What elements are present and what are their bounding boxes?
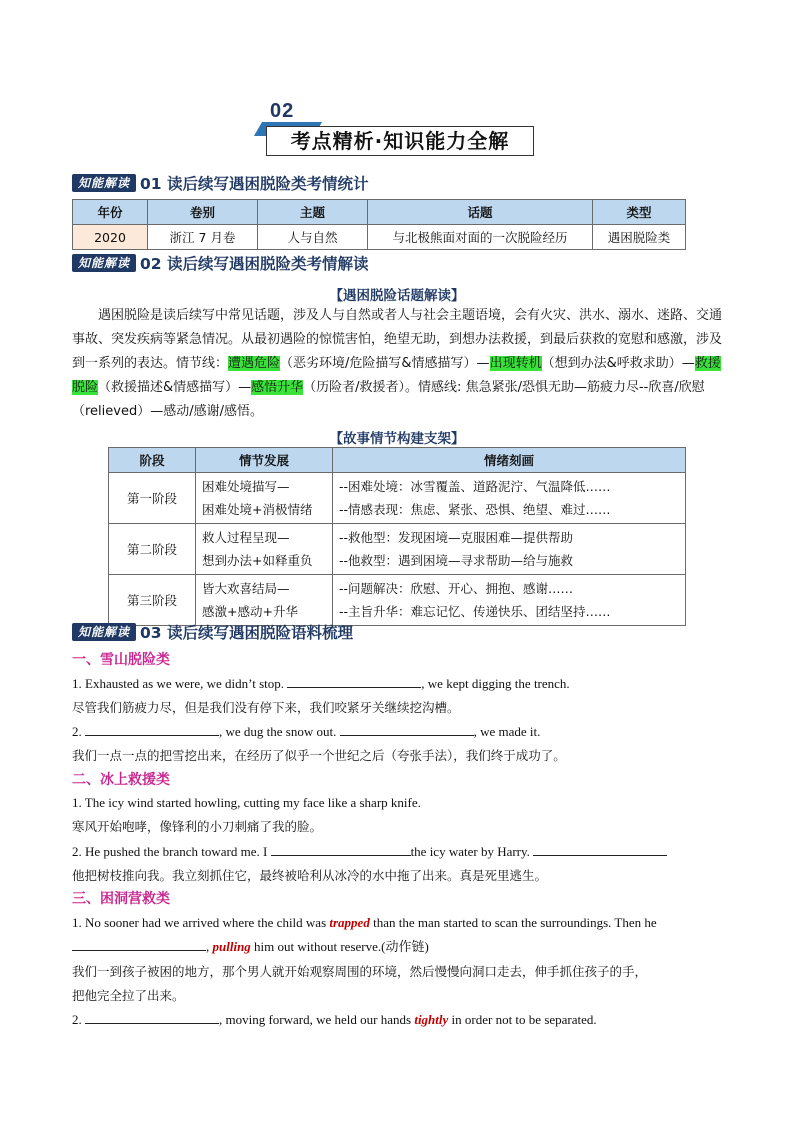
table-cell: 2020	[73, 225, 148, 250]
col-header: 主题	[258, 200, 368, 225]
sentence-text: ,	[206, 939, 210, 954]
topic-paragraph	[72, 304, 724, 424]
plot-structure-table	[108, 447, 686, 626]
col-header: 年份	[73, 200, 148, 225]
section-title: 03 读后续写遇困脱险语料梳理	[140, 624, 353, 642]
table-cell: 与北极熊面对面的一次脱险经历	[368, 225, 593, 250]
exam-stats-table	[72, 199, 686, 250]
cell-line: 想到办法+如释重负	[202, 553, 313, 568]
col-header: 情节发展	[196, 448, 333, 473]
cell-line: 感激+感动+升华	[202, 604, 298, 619]
translation-line: 我们一到孩子被困的地方，那个男人就开始观察周围的环境，然后慢慢向洞口走去，伸手抓住孩子的手，	[72, 964, 648, 979]
section-heading-2	[72, 252, 368, 274]
emotion-cell	[333, 524, 686, 575]
stage-cell: 第三阶段	[109, 575, 196, 626]
section-tag: 知能解读	[72, 254, 136, 272]
exercise-line: 1. The icy wind started howling, cutting my face like a sharp knife.	[72, 795, 421, 810]
keyword: tightly	[414, 1012, 449, 1027]
section-title: 02 读后续写遇困脱险类考情解读	[140, 255, 369, 273]
answer-blank[interactable]	[85, 1011, 219, 1024]
keyword: pulling	[212, 939, 251, 954]
paragraph-text: （想到办法&呼救求助）—	[541, 356, 695, 371]
highlight-sublimation: 感悟升华	[251, 380, 304, 395]
plot-cell	[196, 473, 333, 524]
paragraph-text: 遇困脱险是读后续写中常见话题，涉及人与自然或者人与社会主题语境，会有火灾、洪水、溺水、迷路、交通事故、突发疾病等紧急情况。从最初遇险的惊慌害怕，绝望无助，到想办法救援，到最后获救的宽慰和感激，涉及到一系列的表达。情节线：	[72, 308, 723, 371]
translation-line: 寒风开始咆哮，像锋利的小刀刺痛了我的脸。	[72, 819, 323, 834]
plot-title: 【故事情节构建支架】	[329, 431, 465, 447]
cell-line: --救他型：发现困境—克服困难—提供帮助	[339, 530, 574, 545]
exercise-line	[72, 721, 540, 743]
sentence-text: , moving forward, we held our hands	[219, 1012, 412, 1027]
highlight-rescue: 救援脱险	[72, 356, 721, 395]
category-heading-1: 一、雪山脱险类	[72, 652, 170, 668]
cell-line: --困难处境：冰雪覆盖、道路泥泞、气温降低……	[339, 479, 611, 494]
category-heading-2: 二、冰上救援类	[72, 772, 170, 788]
sentence-text: the icy water by Harry.	[410, 844, 530, 859]
highlight-turning-point: 出现转机	[489, 356, 542, 371]
highlight-danger: 遭遇危险	[228, 356, 281, 371]
cell-line: --主旨升华：难忘记忆、传递快乐、团结坚持……	[339, 604, 611, 619]
sentence-text: 2.	[72, 724, 82, 739]
section-heading-1	[72, 172, 368, 194]
table-cell: 遇困脱险类	[593, 225, 686, 250]
exercise-line	[72, 841, 667, 863]
exercise-line	[72, 1009, 597, 1031]
sentence-text: 1. No sooner had we arrived where the child was	[72, 915, 327, 930]
emotion-cell	[333, 473, 686, 524]
table-row	[109, 473, 686, 524]
cell-line: 困难处境+消极情绪	[202, 502, 313, 517]
sentence-text: , we kept digging the trench.	[421, 676, 570, 691]
cell-line: 皆大欢喜结局—	[202, 581, 290, 596]
table-row	[109, 524, 686, 575]
translation-line: 把他完全拉了出来。	[72, 988, 185, 1003]
paragraph-text: （历险者/救援者）。情感线: 焦急紧张/恐惧无助—筋疲力尽--欣喜/欣慰（relieved）—感动/感谢/感悟。	[72, 380, 705, 419]
banner-number: 02	[270, 100, 295, 122]
col-header: 话题	[368, 200, 593, 225]
table-row	[109, 575, 686, 626]
exercise-line	[72, 936, 429, 958]
sentence-text: , we dug the snow out.	[219, 724, 337, 739]
cell-line: --他救型：遇到困境—寻求帮助—给与施救	[339, 553, 574, 568]
sentence-text: him out without reserve.(动作链)	[254, 939, 429, 954]
keyword: trapped	[329, 915, 370, 930]
stage-cell: 第一阶段	[109, 473, 196, 524]
sentence-text: , we made it.	[473, 724, 541, 739]
answer-blank[interactable]	[340, 723, 474, 736]
exercise-line	[72, 912, 657, 934]
col-header: 情绪刻画	[333, 448, 686, 473]
section-title: 01 读后续写遇困脱险类考情统计	[140, 175, 369, 193]
section-heading-3	[72, 621, 353, 643]
translation-line: 我们一点一点的把雪挖出来，在经历了似乎一个世纪之后（夸张手法），我们终于成功了。	[72, 748, 566, 763]
section-tag: 知能解读	[72, 623, 136, 641]
topic-title: 【遇困脱险话题解读】	[329, 288, 465, 304]
plot-cell	[196, 575, 333, 626]
answer-blank[interactable]	[85, 723, 219, 736]
table-header-row	[109, 448, 686, 473]
sentence-text: in order not to be separated.	[451, 1012, 597, 1027]
table-cell: 人与自然	[258, 225, 368, 250]
cell-line: 救人过程呈现—	[202, 530, 290, 545]
translation-line: 他把树枝推向我。我立刻抓住它，最终被哈利从冰冷的水中拖了出来。真是死里逃生。	[72, 868, 548, 883]
emotion-cell	[333, 575, 686, 626]
table-row	[73, 225, 686, 250]
paragraph-text: （救援描述&情感描写）—	[98, 380, 252, 395]
exercise-line	[72, 673, 570, 695]
paragraph-text: （恶劣环境/危险描写&情感描写）—	[280, 356, 490, 371]
cell-line: --问题解决：欣慰、开心、拥抱、感谢……	[339, 581, 574, 596]
sentence-text: 1. Exhausted as we were, we didn’t stop.	[72, 676, 285, 691]
col-header: 阶段	[109, 448, 196, 473]
cell-line: 困难处境描写—	[202, 479, 290, 494]
answer-blank[interactable]	[287, 675, 421, 688]
answer-blank[interactable]	[533, 843, 667, 856]
table-cell: 浙江 7 月卷	[148, 225, 258, 250]
sentence-text: 2. He pushed the branch toward me. I	[72, 844, 268, 859]
banner-title: 考点精析·知识能力全解	[266, 126, 534, 156]
plot-cell	[196, 524, 333, 575]
cell-line: --情感表现：焦虑、紧张、恐惧、绝望、难过……	[339, 502, 611, 517]
stage-cell: 第二阶段	[109, 524, 196, 575]
translation-line: 尽管我们筋疲力尽，但是我们没有停下来，我们咬紧牙关继续挖沟槽。	[72, 700, 460, 715]
col-header: 卷别	[148, 200, 258, 225]
sentence-text: than the man started to scan the surroundings. Then he	[373, 915, 657, 930]
col-header: 类型	[593, 200, 686, 225]
answer-blank[interactable]	[271, 843, 411, 856]
section-tag: 知能解读	[72, 174, 136, 192]
category-heading-3: 三、困洞营救类	[72, 891, 170, 907]
table-header-row	[73, 200, 686, 225]
sentence-text: 2.	[72, 1012, 82, 1027]
answer-blank[interactable]	[72, 938, 206, 951]
